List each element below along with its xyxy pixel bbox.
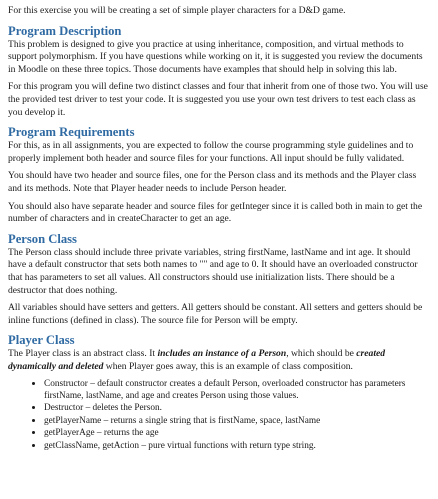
player-emphasis-dynamic: created dynamically and deleted: [8, 348, 386, 372]
list-item-getplayername: • getPlayerName – returns a single string that is firstName, space, lastName: [44, 415, 430, 427]
person-paragraph-2: All variables should have setters and getters. All getters should be constant. All setters and getters should be inline functions (defined in class). The source file for Person will be empty.: [8, 302, 423, 326]
player-paragraph-1: [8, 348, 430, 373]
heading-program-requirements: Program Requirements: [8, 125, 135, 140]
player-text-c: , which should be: [286, 348, 357, 360]
list-item-getplayerage: • getPlayerAge – returns the age: [44, 427, 430, 439]
player-text-a: The Player class is an abstract class. It: [8, 348, 158, 360]
list-item-destructor: • Destructor – deletes the Person.: [44, 402, 430, 414]
heading-program-description: Program Description: [8, 23, 122, 38]
list-item-getclassname-getaction: • getClassName, getAction – pure virtual functions with return type string.: [44, 440, 430, 452]
list-item-constructor: • Constructor – default constructor creates a default Person, overloaded constructor has parameters firstName, lastName, and age and creates Person using those values.: [44, 378, 430, 402]
heading-person-class: Person Class: [8, 231, 77, 246]
description-paragraph-1: This problem is designed to give you practice at using inheritance, composition, and virtual methods to support polymorphism. If you have questions while working on it, it is suggested you review the documents in Moodle on these three topics. Those documents have examples that should help in solving this lab.: [8, 38, 423, 75]
intro-text: For this exercise you will be creating a set of simple player characters for a D&D game.: [8, 5, 346, 16]
player-emphasis-person-instance: includes an instance of a Person: [157, 348, 287, 360]
player-method-list: [8, 378, 430, 451]
requirements-paragraph-2: You should have two header and source files, one for the Person class and its methods and the Player class and its methods. Note that Player header needs to include Person header.: [8, 170, 417, 194]
heading-player-class: Player Class: [8, 333, 75, 348]
person-paragraph-1: The Person class should include three private variables, string firstName, lastName and int age. It should have a default constructor that sets both names to "" and age to 0. It should have an overloaded constructor that has parameters to set all values. All constructors should use initialization lists. There should be a destructor that does nothing.: [8, 246, 418, 296]
player-text-e: when Player goes away, this is an example of class composition.: [103, 360, 353, 372]
description-paragraph-2: For this program you will define two distinct classes and four that inherit from one of those two. You will use the provided test driver to test your code. It is suggested you use your own test drivers to test each class as you develop it.: [8, 81, 428, 118]
requirements-paragraph-3: You should also have separate header and source files for getInteger since it is called both in main to get the number of characters and in createCharacter to get an age.: [8, 200, 423, 225]
requirements-paragraph-1: For this, as in all assignments, you are expected to follow the course programming style guidelines and to properly implement both header and source files for your functions. All input should be fully validated.: [8, 140, 414, 164]
